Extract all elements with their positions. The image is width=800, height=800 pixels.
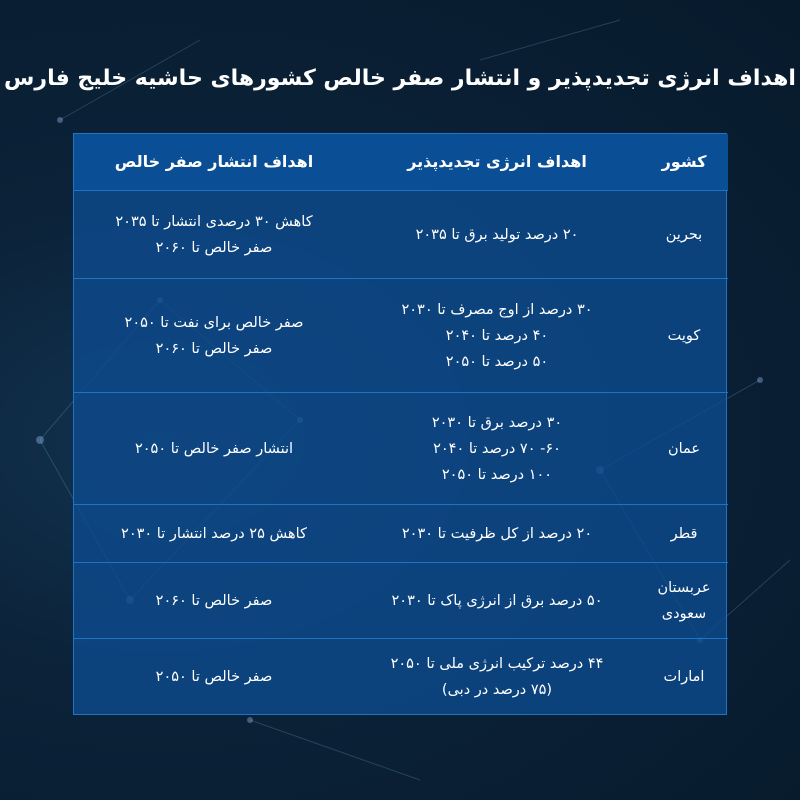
header-net-zero: اهداف انتشار صفر خالص (74, 134, 354, 191)
country-cell: بحرین (640, 191, 728, 279)
net-zero-cell: صفر خالص برای نفت تا ۲۰۵۰ صفر خالص تا ۲۰۶۰ (74, 279, 354, 393)
net-zero-cell: صفر خالص تا ۲۰۵۰ (155, 668, 273, 685)
renewable-cell: ۳۰ درصد برق تا ۲۰۳۰ ۶۰- ۷۰ درصد تا ۲۰۴۰ ۱۰۰ درصد تا ۲۰۵۰ (354, 393, 640, 505)
country-cell: امارات (663, 668, 705, 685)
country-cell: عمان (640, 393, 728, 505)
country-cell: قطر (640, 505, 728, 563)
targets-table (73, 133, 727, 715)
net-zero-cell: انتشار صفر خالص تا ۲۰۵۰ (74, 393, 354, 505)
net-zero-cell: کاهش ۳۰ درصدی انتشار تا ۲۰۳۵ صفر خالص تا ۲۰۶۰ (74, 191, 354, 279)
table-row (74, 191, 728, 279)
header-country: کشور (640, 134, 728, 191)
renewable-cell: ۳۰ درصد از اوج مصرف تا ۲۰۳۰ ۴۰ درصد تا ۲۰۴۰ ۵۰ درصد تا ۲۰۵۰ (354, 279, 640, 393)
renewable-cell: ۲۰ درصد تولید برق تا ۲۰۳۵ (354, 191, 640, 279)
table-row (74, 563, 728, 639)
renewable-cell: ۴۴ درصد ترکیب انرژی ملی تا ۲۰۵۰ (۷۵ درصد در دبی) (390, 655, 604, 698)
net-zero-cell: کاهش ۲۵ درصد انتشار تا ۲۰۳۰ (74, 505, 354, 563)
country-cell: کویت (640, 279, 728, 393)
table-header-row (74, 134, 728, 191)
net-zero-cell: صفر خالص تا ۲۰۶۰ (74, 563, 354, 639)
table-row (74, 639, 728, 715)
table-row (74, 279, 728, 393)
header-renewable: اهداف انرژی تجدیدپذیر (354, 134, 640, 191)
page-title: اهداف انرژی تجدیدپذیر و انتشار صفر خالص کشورهای حاشیه خلیج فارس (4, 66, 796, 91)
renewable-cell: ۲۰ درصد از کل ظرفیت تا ۲۰۳۰ (354, 505, 640, 563)
renewable-cell: ۵۰ درصد برق از انرژی پاک تا ۲۰۳۰ (354, 563, 640, 639)
table-row (74, 505, 728, 563)
table-row (74, 393, 728, 505)
country-cell: عربستان سعودی (640, 563, 728, 639)
